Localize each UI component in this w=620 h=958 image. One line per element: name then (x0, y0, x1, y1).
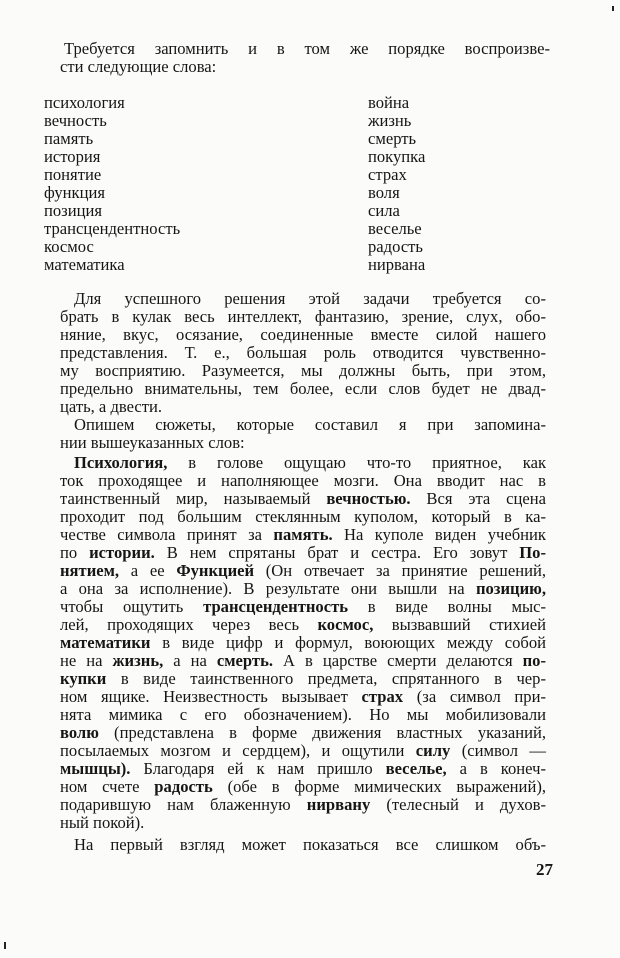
bold-term: позицию, (475, 579, 546, 598)
word-left: память (44, 129, 94, 148)
word-left: история (44, 147, 101, 166)
bold-term: истории. (89, 543, 155, 562)
text-run: проходит под большим стеклянным куполом, который в ка- (60, 507, 546, 526)
text-run: (Он отвечает за принятие решений, (254, 561, 546, 580)
text-run: (символ — (450, 741, 547, 760)
bold-term: мышцы). (60, 759, 131, 778)
text-line (60, 652, 546, 670)
text-run: няние, вкус, осязание, соединенные вместе силой нашего (60, 325, 546, 344)
word-left: математика (44, 255, 125, 274)
text-run: а ее (119, 561, 177, 580)
word-right: смерть (368, 129, 417, 148)
word-right: война (368, 93, 410, 112)
word-right: жизнь (368, 111, 412, 130)
text-run: в виде волны мыс- (348, 597, 547, 616)
bold-term: радость (154, 777, 213, 796)
word-left: психология (44, 93, 125, 112)
intro-line: сти следующие слова: (60, 57, 217, 76)
bold-term: жизнь, (112, 651, 164, 670)
text-line (60, 544, 546, 562)
text-run: На куполе виден учебник (332, 525, 546, 544)
text-line (60, 616, 546, 634)
text-run: Опишем сюжеты, которые составил я при запомина- (74, 415, 546, 434)
text-run: в виде таинственного предмета, спрятанного в чер- (106, 669, 546, 688)
text-line (60, 526, 546, 544)
word-left: вечность (44, 111, 107, 130)
text-line (60, 742, 546, 760)
text-line (60, 688, 546, 706)
word-left: функция (44, 183, 105, 202)
word-right: воля (368, 183, 400, 202)
text-run: ном счете (60, 777, 155, 796)
text-line (60, 706, 546, 724)
bold-term: космос, (317, 615, 374, 634)
text-line (60, 724, 546, 742)
text-run: лей, проходящих через весь (60, 615, 318, 634)
text-line (60, 398, 546, 416)
bold-term: Функцией (176, 561, 255, 580)
word-right: покупка (368, 147, 426, 166)
text-line (60, 508, 546, 526)
text-run: (обе в форме мимических выражений), (212, 777, 546, 796)
text-line (60, 562, 546, 580)
text-run: му восприятию. Разумеется, мы должны быть, при этом, (60, 361, 546, 380)
text-line (60, 490, 546, 508)
word-right: радость (368, 237, 423, 256)
text-run: а на (163, 651, 217, 670)
bold-term: купки (60, 669, 107, 688)
word-left: позиция (44, 201, 103, 220)
text-line (60, 380, 546, 398)
bold-term: по- (522, 651, 546, 670)
text-line (60, 598, 546, 616)
text-line (60, 814, 546, 832)
text-run: (телесный и духов- (370, 795, 546, 814)
word-left: космос (44, 237, 94, 256)
text-line (60, 634, 546, 652)
text-run: На первый взгляд может показаться все слишком объ- (74, 835, 546, 854)
word-right: сила (368, 201, 400, 220)
bold-term: смерть. (216, 651, 273, 670)
bold-term: По- (519, 543, 546, 562)
bold-term: трансцендентность (203, 597, 349, 616)
text-run: цать, а двести. (60, 397, 163, 416)
text-run: нии вышеуказанных слов: (60, 433, 245, 452)
text-run: брать в кулак весь интеллект, фантазию, зрение, слух, обо- (60, 307, 546, 326)
text-run: (за символ при- (403, 687, 546, 706)
text-run: по (60, 543, 90, 562)
text-run: в голове ощущаю что-то приятное, как (167, 453, 546, 472)
scan-mark (4, 942, 6, 949)
word-left: трансцендентность (44, 219, 181, 238)
bold-term: веселье, (385, 759, 447, 778)
text-run: подарившую нам блаженную (60, 795, 307, 814)
text-line (60, 796, 546, 814)
text-run: ном ящике. Неизвестность вызывает (60, 687, 362, 706)
page-number: 27 (536, 860, 553, 879)
word-left: понятие (44, 165, 102, 184)
text-run: Вся эта сцена (410, 489, 546, 508)
text-line (74, 454, 546, 472)
bold-term: вечностью. (326, 489, 411, 508)
text-line (60, 580, 546, 598)
text-run: Благодаря ей к нам пришло (130, 759, 386, 778)
text-line (60, 308, 546, 326)
text-line (60, 434, 546, 452)
text-run: не на (60, 651, 113, 670)
text-run: а она за исполнение). В результате они вышли на (60, 579, 476, 598)
text-run: (представлена в форме движения властных указаний, (98, 723, 546, 742)
bold-term: память. (273, 525, 333, 544)
bold-term: нятием, (60, 561, 120, 580)
text-run: а в конеч- (446, 759, 546, 778)
text-line (74, 836, 546, 854)
text-run: таинственный мир, называемый (60, 489, 327, 508)
text-run: посылаемых мозгом и сердцем), и ощутили (60, 741, 416, 760)
text-run: В нем спрятаны брат и сестра. Его зовут (154, 543, 520, 562)
text-line (60, 344, 546, 362)
text-run: ный покой). (60, 813, 145, 832)
text-run: предельно внимательны, тем более, если слов будет не двад- (60, 379, 546, 398)
text-run: ток проходящее и наполняющее мозги. Она вводит нас в (60, 471, 546, 490)
text-line (74, 416, 546, 434)
intro-line: Требуется запомнить и в том же порядке воспроизве- (64, 39, 550, 58)
text-run: Для успешного решения этой задачи требуется со- (74, 289, 546, 308)
text-run: в виде цифр и формул, воюющих между собой (150, 633, 546, 652)
text-line (60, 778, 546, 796)
text-run: вызвавший стихией (373, 615, 546, 634)
text-line (60, 670, 546, 688)
word-right: веселье (368, 219, 422, 238)
text-run: честве символа принят за (60, 525, 274, 544)
text-run: А в царстве смерти делаются (273, 651, 523, 670)
text-run: чтобы ощутить (60, 597, 204, 616)
bold-term: нирвану (306, 795, 371, 814)
bold-term: страх (361, 687, 404, 706)
text-line (74, 290, 546, 308)
scan-mark (612, 6, 614, 11)
text-line (60, 760, 546, 778)
text-run: нята мимика с его обозначением). Но мы мобилизовали (60, 705, 546, 724)
bold-term: силу (415, 741, 451, 760)
text-line (60, 362, 546, 380)
text-line (60, 472, 546, 490)
word-right: страх (368, 165, 407, 184)
bold-term: волю (60, 723, 99, 742)
text-run: представления. Т. е., большая роль отводится чувственно- (60, 343, 546, 362)
bold-term: математики (60, 633, 151, 652)
text-line (60, 326, 546, 344)
bold-term: Психология, (74, 453, 168, 472)
word-right: нирвана (368, 255, 426, 274)
